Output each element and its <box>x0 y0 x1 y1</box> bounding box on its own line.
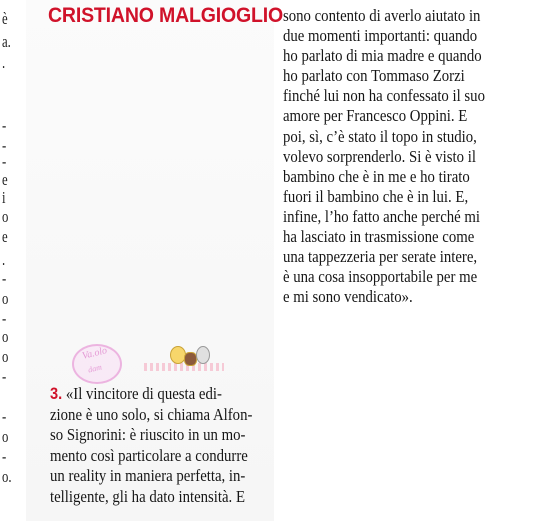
stub-glyph: o <box>2 327 9 346</box>
stub-glyph: o <box>2 207 9 226</box>
text-line: zione è uno solo, si chiama Alfon- <box>50 404 253 424</box>
stub-glyph: - <box>2 136 7 155</box>
stub-glyph: o <box>2 427 9 446</box>
stub-glyph: . <box>2 250 6 269</box>
text-line: volevo sorprenderlo. Si è visto il <box>283 146 476 166</box>
watermark-stamp <box>70 342 122 384</box>
stub-glyph: . <box>2 53 6 72</box>
text-line: infine, l’ho fatto anche perché mi <box>283 206 481 226</box>
headline-name: CRISTIANO MALGIOGLIO <box>48 4 283 27</box>
stub-glyph: o <box>2 347 9 366</box>
stub-glyph: i <box>2 188 6 207</box>
text-line: mento così particolare a condurre <box>50 445 248 465</box>
stub-glyph: e <box>2 170 8 189</box>
stub-glyph: - <box>2 152 7 171</box>
left-column-cut-edge <box>0 0 14 521</box>
stub-glyph: o. <box>2 467 12 486</box>
decorative-dots <box>144 363 224 371</box>
stamp-text: dam <box>87 362 103 375</box>
text-line: ho parlato di mia madre e quando <box>283 46 482 66</box>
stamp-text: Va.olo <box>81 345 109 362</box>
text-line: telligente, gli ha dato intensità. E <box>50 486 245 506</box>
stub-glyph: - <box>2 447 7 466</box>
text-line: bambino che è in me e ho tirato <box>283 166 470 186</box>
quote-continuation-column <box>283 6 523 307</box>
stub-glyph: è <box>2 9 8 28</box>
text-line: poi, sì, c’è stato il topo in studio, <box>283 126 477 146</box>
stub-glyph: - <box>2 269 7 288</box>
emoji-face-icon <box>196 346 210 364</box>
text-line: so Signorini: è riuscito in un mo- <box>50 425 246 445</box>
text-line: ho parlato con Tommaso Zorzi <box>283 66 465 86</box>
stub-glyph: - <box>2 367 7 386</box>
stub-glyph: - <box>2 116 7 135</box>
stub-glyph: a. <box>2 32 11 51</box>
text-line: sono contento di averlo aiutato in <box>283 6 481 25</box>
text-line: e mi sono vendicato». <box>283 287 413 307</box>
text-line: ha lasciato in trasmissione come <box>283 227 475 247</box>
numbered-item-3 <box>50 384 280 508</box>
text-line <box>50 384 248 405</box>
text-line: finché lui non ha confessato il suo <box>283 86 485 106</box>
text-line: una tappezzeria per serate intere, <box>283 247 478 267</box>
text-line: amore per Francesco Oppini. E <box>283 106 468 126</box>
text-line: è una cosa insopportabile per me <box>283 267 478 287</box>
stub-glyph: - <box>2 407 7 426</box>
item-number: 3. <box>50 384 63 403</box>
stub-glyph: o <box>2 289 9 308</box>
stub-glyph: e <box>2 227 8 246</box>
item-first-line: «Il vincitore di questa edi- <box>65 384 222 403</box>
text-line: due momenti importanti: quando <box>283 26 478 46</box>
stub-glyph: - <box>2 309 7 328</box>
text-line: un reality in maniera perfetta, in- <box>50 466 246 486</box>
text-line: fuori il bambino che è in lui. E, <box>283 186 469 206</box>
